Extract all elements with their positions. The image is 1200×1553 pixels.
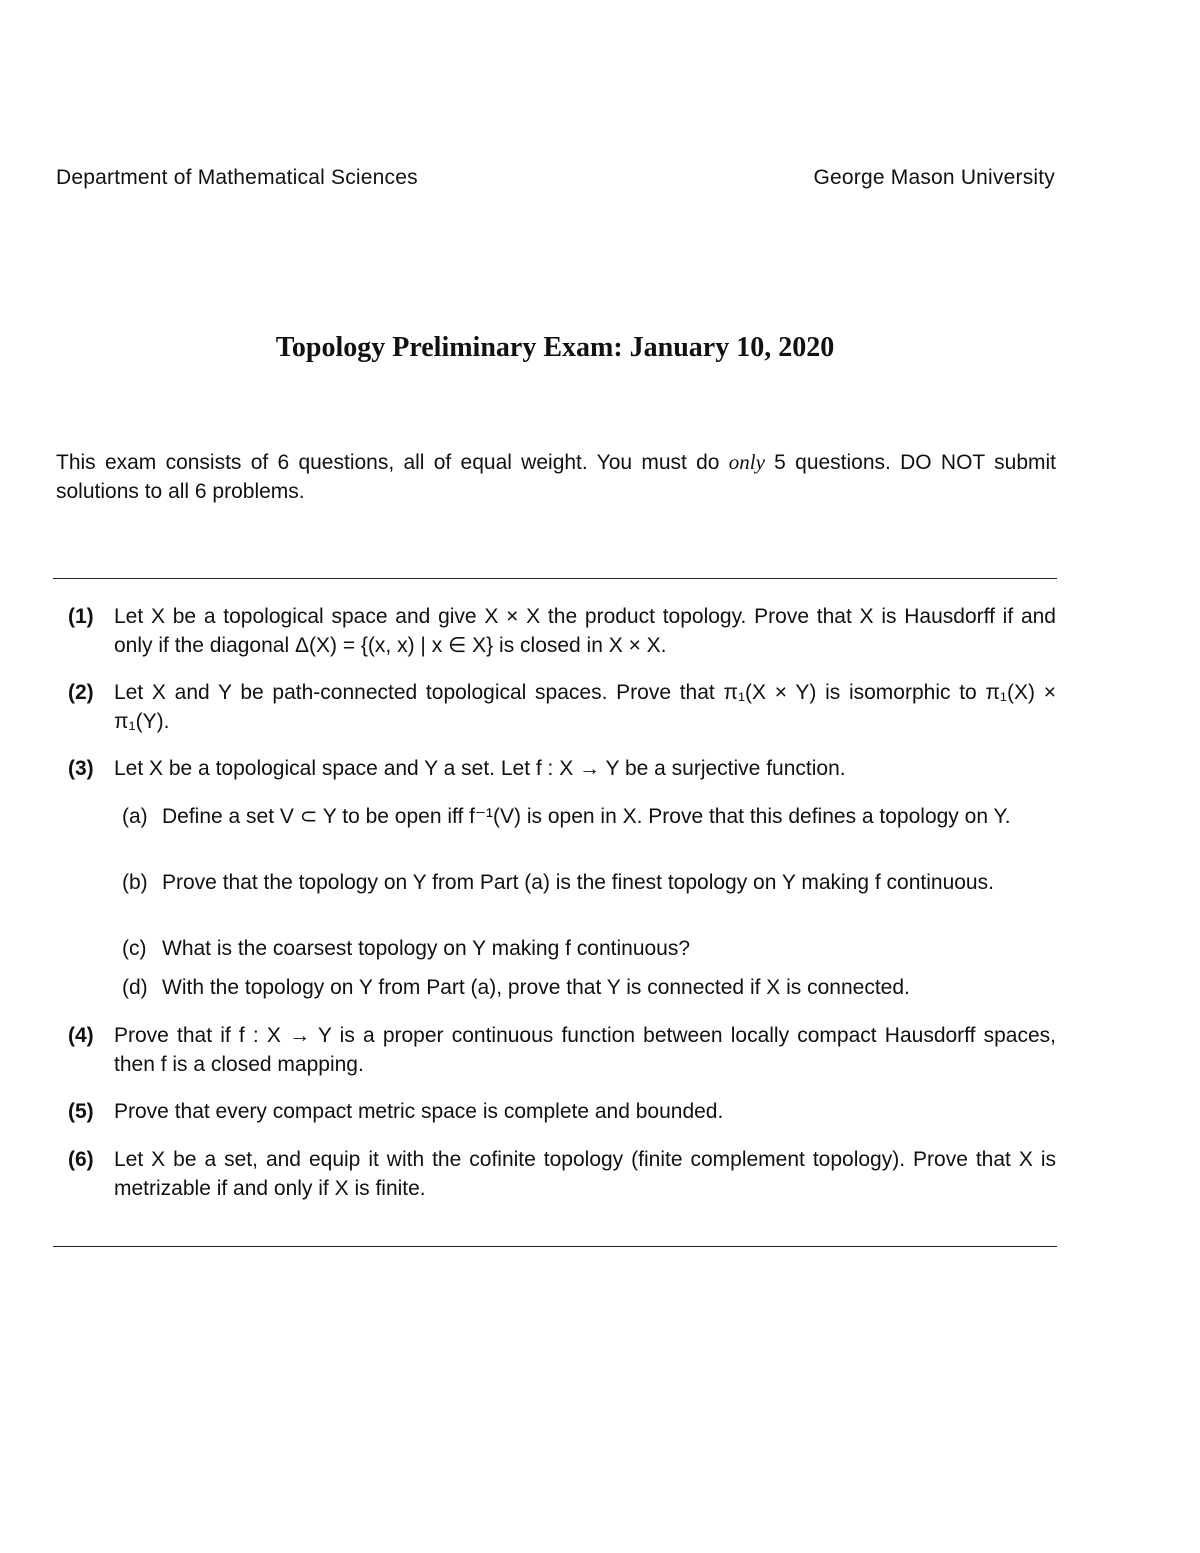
problem-3-part-a: [122, 802, 1056, 831]
problem-number: (5): [68, 1100, 94, 1123]
problem-5: [68, 1097, 1056, 1126]
part-label: (b): [122, 871, 148, 894]
problem-text: Let X and Y be path-connected topological spaces. Prove that π₁(X × Y) is isomorphic to π₁(X) × π₁(Y).: [114, 681, 1056, 733]
problem-3-part-d: [122, 973, 1056, 1002]
part-text: Prove that the topology on Y from Part (a) is the finest topology on Y making f continuous.: [162, 871, 994, 894]
problem-number: (6): [68, 1148, 94, 1171]
problem-1: [68, 602, 1056, 660]
problem-3: [68, 754, 1056, 783]
part-label: (d): [122, 976, 148, 999]
instructions-part-1: This exam consists of 6 questions, all of equal weight. You must do: [56, 451, 729, 474]
instructions-part-2: 5 questions. DO NOT submit solutions to all 6 problems.: [56, 451, 1056, 503]
problem-number: (3): [68, 757, 94, 780]
department-name: Department of Mathematical Sciences: [56, 166, 418, 189]
problem-number: (1): [68, 605, 94, 628]
part-text: With the topology on Y from Part (a), prove that Y is connected if X is connected.: [162, 976, 910, 999]
problem-2: [68, 678, 1056, 736]
top-divider: [53, 578, 1057, 579]
part-label: (a): [122, 805, 148, 828]
part-label: (c): [122, 937, 147, 960]
problem-number: (2): [68, 681, 94, 704]
exam-instructions: [56, 448, 1056, 506]
problem-3-part-b: [122, 868, 1056, 897]
problem-3-part-c: [122, 934, 1056, 963]
problem-text: Let X be a topological space and Y a set. Let f : X → Y be a surjective function.: [114, 757, 846, 780]
bottom-divider: [53, 1246, 1057, 1247]
problem-6: [68, 1145, 1056, 1203]
university-name: George Mason University: [813, 166, 1055, 189]
instructions-emphasis: only: [728, 450, 765, 474]
problem-text: Prove that every compact metric space is complete and bounded.: [114, 1100, 724, 1123]
problem-4: [68, 1021, 1056, 1079]
part-text: What is the coarsest topology on Y making f continuous?: [162, 937, 691, 960]
problem-text: Let X be a topological space and give X × X the product topology. Prove that X is Hausdorff if and only if the diagonal Δ(X) = {(x, x) | x ∈ X} is closed in X × X.: [114, 605, 1056, 657]
problem-text: Prove that if f : X → Y is a proper continuous function between locally compact Hausdorff spaces, then f is a closed mapping.: [114, 1024, 1056, 1076]
problem-number: (4): [68, 1024, 94, 1047]
exam-title: Topology Preliminary Exam: January 10, 2020: [275, 332, 835, 363]
part-text: Define a set V ⊂ Y to be open iff f⁻¹(V) is open in X. Prove that this defines a topology on Y.: [162, 805, 1011, 828]
problem-text: Let X be a set, and equip it with the cofinite topology (finite complement topology). Prove that X is metrizable if and only if X is finite.: [114, 1148, 1056, 1200]
